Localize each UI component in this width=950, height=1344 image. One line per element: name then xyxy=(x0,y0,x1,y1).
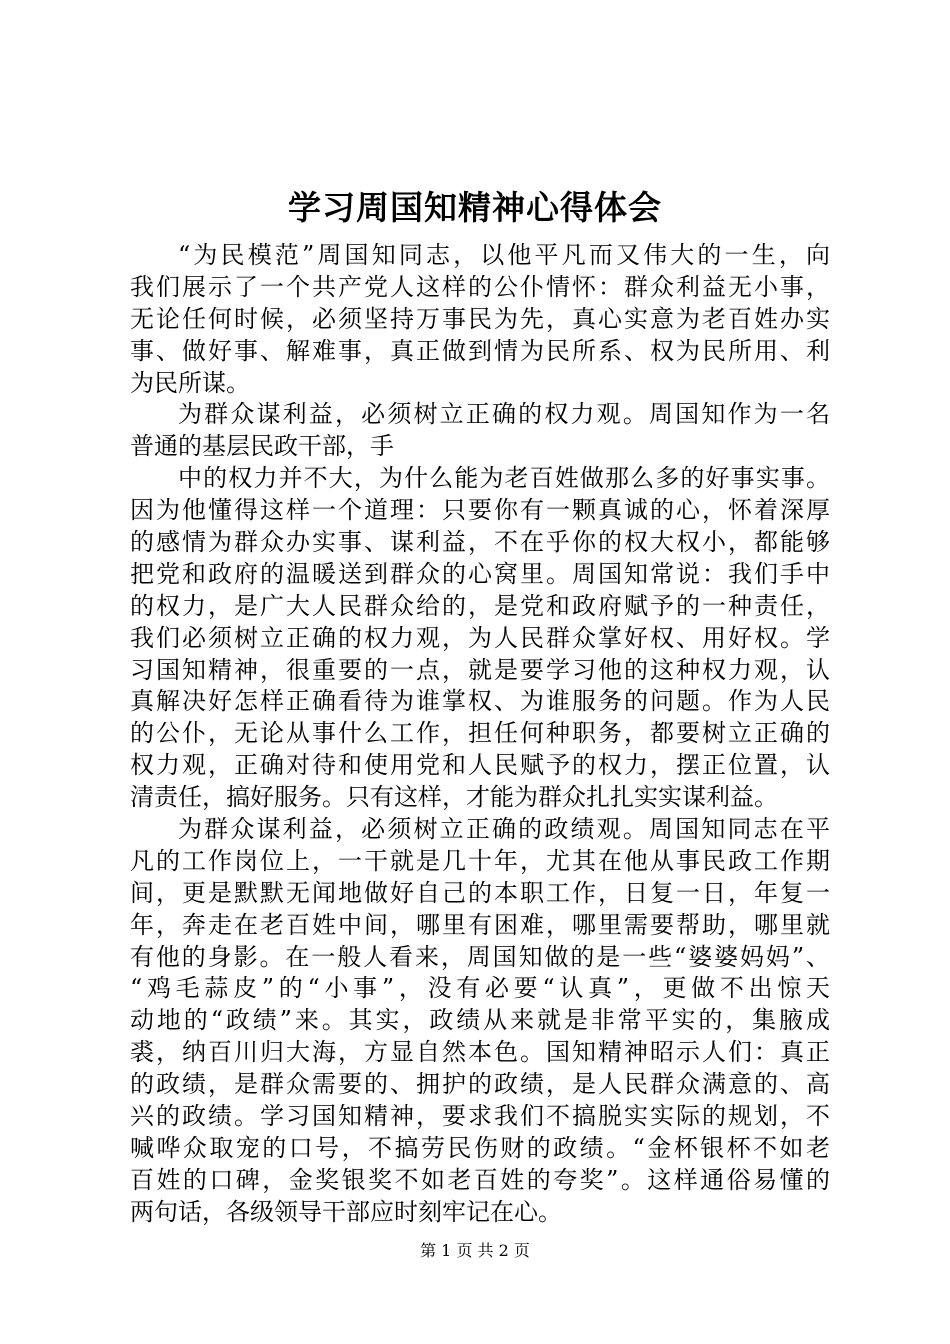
text-line: 为群众谋利益，必须树立正确的权力观。周国知作为一名 xyxy=(178,400,830,429)
paragraph xyxy=(130,240,830,399)
text-line: 动地的“政绩”来。其实，政绩从来就是非常平实的，集腋成 xyxy=(130,1006,830,1035)
text-line: “鸡毛蒜皮”的“小事”，没有必要“认真”，更做不出惊天 xyxy=(130,974,830,1003)
text-line: 清责任，搞好服务。只有这样，才能为群众扎扎实实谋利益。 xyxy=(130,783,778,812)
text-line: 为群众谋利益，必须树立正确的政绩观。周国知同志在平 xyxy=(178,815,830,844)
text-line: 的公仆，无论从事什么工作，担任何种职务，都要树立正确的 xyxy=(130,719,830,748)
text-line: 普通的基层民政干部，手 xyxy=(130,432,394,461)
text-line: 真解决好怎样正确看待为谁掌权、为谁服务的问题。作为人民 xyxy=(130,687,830,716)
text-line: 我们展示了一个共产党人这样的公仆情怀：群众利益无小事， xyxy=(130,272,830,301)
text-line: 因为他懂得这样一个道理：只要你有一颗真诚的心，怀着深厚 xyxy=(130,496,830,525)
text-line: 的感情为群众办实事、谋利益，不在乎你的权大权小，都能够 xyxy=(130,528,830,557)
text-line: 中的权力并不大，为什么能为老百姓做那么多的好事实事。 xyxy=(178,464,830,493)
text-line: “为民模范”周国知同志，以他平凡而又伟大的一生，向 xyxy=(178,241,830,269)
text-line: 裘，纳百川归大海，方显自然本色。国知精神昭示人们：真正 xyxy=(130,1038,830,1067)
text-line: 有他的身影。在一般人看来，周国知做的是一些“婆婆妈妈”、 xyxy=(130,942,830,971)
text-line: 凡的工作岗位上，一干就是几十年，尤其在他从事民政工作期 xyxy=(130,846,830,875)
text-line: 无论任何时候，必须坚持万事民为先，真心实意为老百姓办实 xyxy=(130,304,830,333)
document-title: 学习周国知精神心得体会 xyxy=(288,188,662,227)
text-line: 喊哗众取宠的口号，不搞劳民伤财的政绩。“金杯银杯不如老 xyxy=(130,1133,830,1162)
paragraph xyxy=(130,463,830,814)
text-line: 两句话，各级领导干部应时刻牢记在心。 xyxy=(130,1197,562,1226)
paragraph xyxy=(130,814,830,1229)
page-number-footer: 第 1 页 共 2 页 xyxy=(420,1241,530,1260)
text-line: 我们必须树立正确的权力观，为人民群众掌好权、用好权。学 xyxy=(130,623,830,652)
text-line: 事、做好事、解难事，真正做到情为民所系、权为民所用、利 xyxy=(130,336,830,365)
text-line: 习国知精神，很重要的一点，就是要学习他的这种权力观，认 xyxy=(130,655,830,684)
paragraph xyxy=(130,399,830,463)
text-line: 的政绩，是群众需要的、拥护的政绩，是人民群众满意的、高 xyxy=(130,1070,830,1099)
text-line: 的权力，是广大人民群众给的，是党和政府赋予的一种责任， xyxy=(130,591,830,620)
document-body xyxy=(130,240,830,1229)
text-line: 为民所谋。 xyxy=(130,368,250,397)
text-line: 兴的政绩。学习国知精神，要求我们不搞脱实实际的规划，不 xyxy=(130,1102,830,1131)
text-line: 权力观，正确对待和使用党和人民赋予的权力，摆正位置，认 xyxy=(130,751,830,780)
text-line: 间，更是默默无闻地做好自己的本职工作，日复一日，年复一 xyxy=(130,878,830,907)
text-line: 百姓的口碑，金奖银奖不如老百姓的夸奖”。这样通俗易懂的 xyxy=(130,1165,830,1194)
text-line: 年，奔走在老百姓中间，哪里有困难，哪里需要帮助，哪里就 xyxy=(130,910,830,939)
text-line: 把党和政府的温暖送到群众的心窝里。周国知常说：我们手中 xyxy=(130,559,830,588)
